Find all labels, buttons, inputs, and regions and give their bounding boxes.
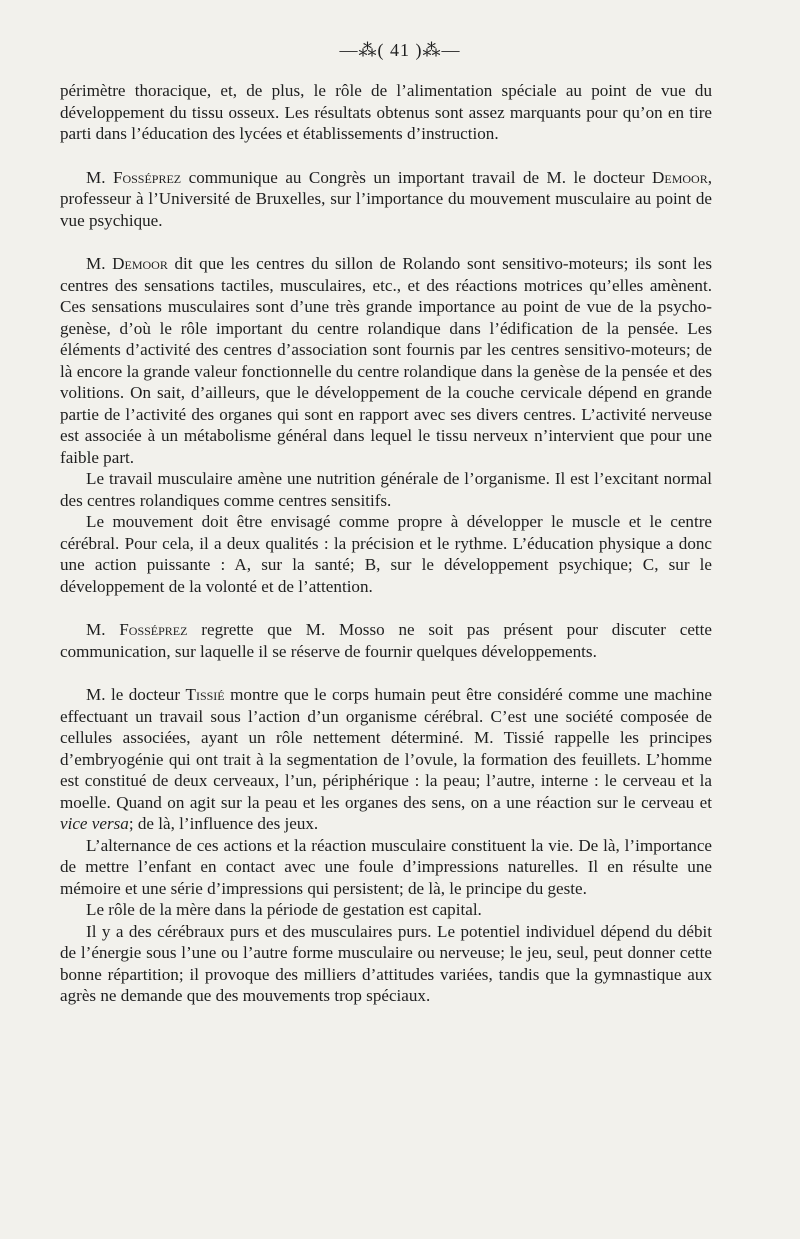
paragraph: Il y a des cérébraux purs et des musculaires purs. Le potentiel individuel dépend du débit de l’énergie sous l’une ou l’autre forme musculaire ou nerveuse; le jeu, seul, peut donner cette bonne répartition; il provoque des milliers d’attitudes variées, tandis que la gymnastique aux agrès ne demande que des mouvements trop spéciaux.	[60, 921, 712, 1005]
person-name: Fosséprez	[112, 167, 182, 187]
person-name: Demoor	[112, 254, 168, 273]
paragraph: Le travail musculaire amène une nutrition générale de l’organisme. Il est l’excitant normal des centres rolandiques comme centres sensitifs.	[60, 469, 712, 510]
paragraph: périmètre thoracique, et, de plus, le rôle de l’alimentation spéciale au point de vue du développement du tissu osseux. Les résultats obtenus sont assez marquants pour qu’on en tire parti dans l’éducation des lycées et établissements d’instruction.	[60, 81, 712, 143]
paragraph: M. Demoor dit que les centres du sillon de Rolando sont sensitivo-moteurs; ils sont les centres des sensations tactiles, musculaires, etc., et des réactions motrices qu’elles amènent. Ces sensations musculaires sont d’une très grande importance au point de vue de la psycho-genèse, d’où le rôle important du centre rolandique dans l’édification de la pensée. Les éléments d’activité des centres d’association sont fournis par les centres sensitivo-moteurs; de là encore la grande valeur fonctionnelle du centre rolandique dans la genèse de la pensée et des volitions. On sait, d’ailleurs, que le développement de la couche cervicale dépend en grande partie de l’activité des organes qui sont en rapport avec ses divers centres. L’activité nerveuse est associée à un métabolisme général dans lequel le tissu nerveux n’intervient que pour une faible part.	[60, 254, 712, 467]
paragraph: Le rôle de la mère dans la période de gestation est capital.	[86, 900, 482, 919]
person-name: Fosséprez	[119, 620, 188, 639]
page-number: —⁂( 41 )⁂—	[339, 40, 461, 60]
person-name: Demoor	[652, 167, 708, 187]
italic-phrase: vice versa	[60, 814, 129, 833]
body-text	[60, 80, 712, 1007]
person-name: Tissié	[185, 685, 225, 704]
paragraph: M. Fosséprez regrette que M. Mosso ne soit pas présent pour discuter cette communication, sur laquelle il se réserve de fournir quelques développements.	[60, 620, 712, 661]
paragraph: Le mouvement doit être envisagé comme propre à développer le muscle et le centre cérébral. Pour cela, il a deux qualités : la précision et le rythme. L’éducation physique a donc une action puissante : A, sur la santé; B, sur le développement psychique; C, sur le développement de la volonté et de l’attention.	[60, 512, 712, 596]
paragraph: M. le docteur Tissié montre que le corps humain peut être considéré comme une machine effectuant un travail sous l’action d’un organisme cérébral. C’est une société composée de cellules associées, ayant un rôle nettement déterminé. M. Tissié rappelle les principes d’embryogénie qui ont trait à la segmentation de l’ovule, la formation des feuillets. L’homme est constitué de deux cerveaux, l’un, périphérique : la peau; l’autre, interne : le cerveau et la moelle. Quand on agit sur la peau et les organes des sens, on a une réaction sur le cerveau et vice versa; de là, l’influence des jeux.	[60, 685, 712, 833]
paragraph: L’alternance de ces actions et la réaction musculaire constituent la vie. De là, l’importance de mettre l’enfant en contact avec une foule d’impressions naturelles. Il en résulte une mémoire et une série d’impressions qui persistent; de là, le principe du geste.	[60, 835, 712, 898]
paragraph: M. Fosséprez communique au Congrès un important travail de M. le docteur Demoor, professeur à l’Université de Bruxelles, sur l’importance du mouvement musculaire au point de vue psychique.	[60, 167, 712, 230]
